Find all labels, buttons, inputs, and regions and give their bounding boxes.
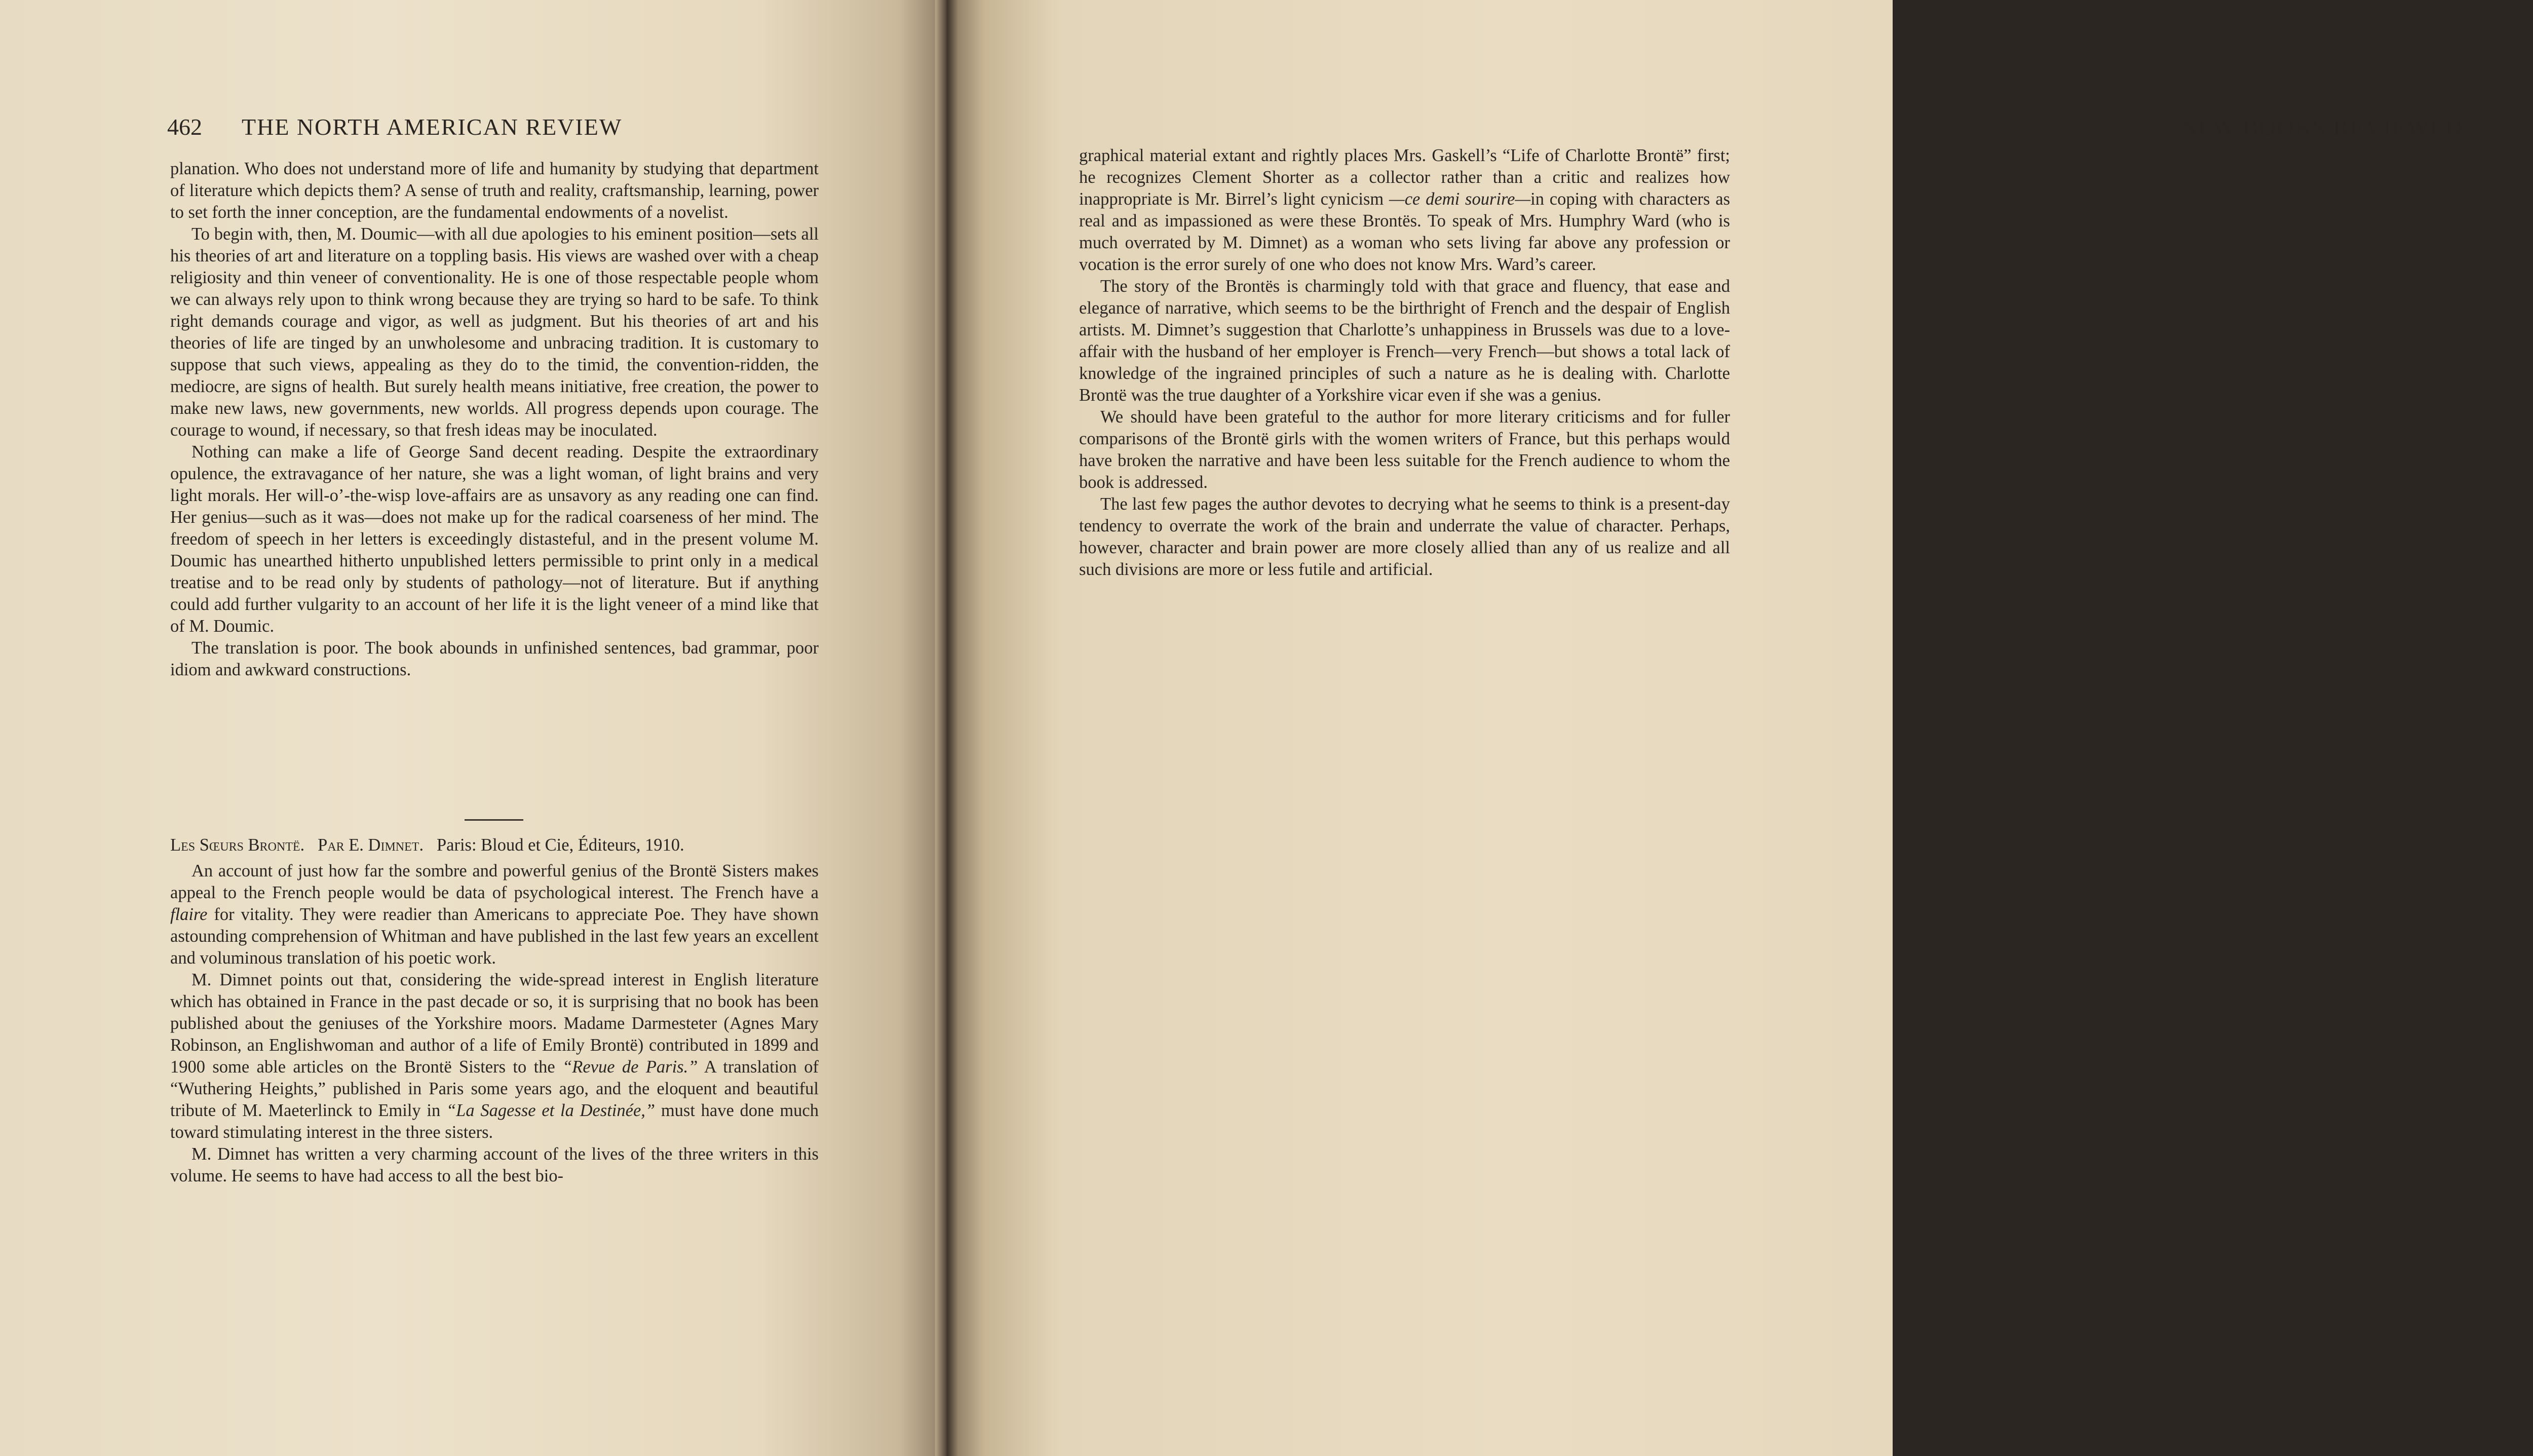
book-gutter bbox=[935, 0, 957, 1456]
paragraph: planation. Who does not understand more of life and humanity by studying that department of literature which depicts them? A sense of truth and reality, craftsmanship, learning, power to set forth the inner conception, are the fundamental endowments of a novelist. bbox=[170, 159, 819, 222]
review-heading bbox=[170, 834, 819, 856]
text-run: A translation of “Wuthering Heights,” published in Paris some years ago, and the eloquent and beautiful tribute of M. Maeterlinck to Emily in bbox=[170, 1057, 819, 1120]
left-page-number: 462 bbox=[167, 114, 202, 140]
paragraph bbox=[170, 860, 819, 969]
italic-text: “La Sagesse et la Destinée,” bbox=[446, 1101, 656, 1120]
italic-text: flaire bbox=[170, 905, 208, 924]
paragraph: M. Dimnet has written a very charming account of the lives of the three writers in this volume. He seems to have had access to all the best bio- bbox=[170, 1144, 819, 1185]
left-running-head bbox=[167, 113, 750, 140]
italic-text: —ce demi sourire— bbox=[1389, 189, 1531, 209]
paragraph: Nothing can make a life of George Sand decent reading. Despite the extraordinary opulence, the extravagance of her nature, she was a light woman, of light brains and very light morals. Her will-o’-the-wisp love-affairs are as unsavory as any reading one can find. Her genius—such as it was—does not make up for the radical coarseness of her mind. The freedom of speech in her letters is exceedingly distasteful, and in the present volume M. Doumic has unearthed hitherto unpublished letters permissible to print only in a medical treatise and to be read only by students of pathology—not of literature. But if anything could add further vulgarity to an account of her life it is the light veneer of a mind like that of M. Doumic. bbox=[170, 442, 819, 636]
text-run: in coping with characters as real and as impassioned as were these Brontës. To speak of Mrs. Humphry Ward (who is much overrated by M. Dimnet) as a woman who sets living far above any profession or vocation is the error surely of one who does not know Mrs. Ward’s career. bbox=[1079, 189, 1731, 274]
right-running-head bbox=[2180, 113, 2533, 140]
italic-text: “Revue de Paris.” bbox=[562, 1057, 698, 1077]
right-body-text bbox=[1079, 145, 1730, 581]
section-divider bbox=[465, 819, 523, 821]
text-run: must have done much toward stimulating interest in the three sisters. bbox=[170, 1101, 819, 1142]
review-section bbox=[170, 834, 819, 1187]
paragraph bbox=[170, 969, 819, 1143]
paragraph: The translation is poor. The book abounds in unfinished sentences, bad grammar, poor idiom and awkward constructions. bbox=[170, 638, 819, 679]
text-run: for vitality. They were readier than Americans to appreciate Poe. They have shown astounding comprehension of Whitman and have published in the last few years an excellent and voluminous translation of his poetic work. bbox=[170, 905, 819, 968]
left-body-text bbox=[170, 158, 819, 681]
paragraph: The story of the Brontës is charmingly told with that grace and fluency, that ease and elegance of narrative, which seems to be the birthright of French and the despair of English artists. M. Dimnet’s suggestion that Charlotte’s unhappiness in Brussels was due to a love-affair with the husband of her employer is French—very French—but shows a total lack of knowledge of the ingrained principles of such a nature as he is dealing with. Charlotte Brontë was the true daughter of a Yorkshire vicar even if she was a genius. bbox=[1079, 277, 1730, 405]
review-author: Par E. Dimnet. bbox=[318, 835, 424, 855]
right-running-title: NEW BOOKS REVIEWED bbox=[2180, 114, 2463, 140]
paragraph: To begin with, then, M. Doumic—with all due apologies to his eminent position—sets all his theories of art and literature on a toppling basis. His views are washed over with a cheap religiosity and thin veneer of conventionality. He is one of those respectable people whom we can always rely upon to think wrong because they are trying so hard to be safe. To think right demands courage and vigor, as well as judgment. But his theories of art and his theories of life are tinged by an unwholesome and unbracing tradition. It is customary to suppose that such views, appealing as they do to the timid, the convention-ridden, the mediocre, are signs of health. But surely health means initiative, free creation, the power to make new laws, new governments, new worlds. All progress depends upon courage. The courage to wound, if necessary, so that fresh ideas may be inoculated. bbox=[170, 224, 819, 440]
left-running-title: THE NORTH AMERICAN REVIEW bbox=[242, 114, 623, 140]
review-publisher: Paris: Bloud et Cie, Éditeurs, 1910. bbox=[436, 835, 684, 855]
text-run: graphical material extant and rightly places Mrs. Gaskell’s “Life of Charlotte Brontë” first; he recognizes Clement Shorter as a collector rather than a critic and realizes how inappropriate is Mr. Birrel’s light cynicism bbox=[1079, 146, 1730, 209]
paragraph: We should have been grateful to the author for more literary criticisms and for fuller comparisons of the Brontë girls with the women writers of France, but this perhaps would have broken the narrative and have been less suitable for the French audience to whom the book is addressed. bbox=[1079, 407, 1730, 492]
paragraph: The last few pages the author devotes to decrying what he seems to think is a present-day tendency to overrate the work of the brain and underrate the value of character. Perhaps, however, character and brain power are more closely allied than any of us realize and all such divisions are more or less futile and artificial. bbox=[1079, 494, 1730, 579]
paragraph bbox=[1079, 145, 1730, 276]
left-page bbox=[0, 0, 946, 1456]
text-run: M. Dimnet points out that, considering the wide-spread interest in English literature which has obtained in France in the past decade or so, it is surprising that no book has been published about the geniuses of the Yorkshire moors. Madame Darmesteter (Agnes Mary Robinson, an Englishwoman and author of a life of Emily Brontë) contributed in 1899 and 1900 some able articles on the Brontë Sisters to the bbox=[170, 970, 819, 1077]
text-run: An account of just how far the sombre and powerful genius of the Brontë Sisters makes appeal to the French people would be data of psychological interest. The French have a bbox=[170, 861, 819, 902]
review-title: Les Sœurs Brontë. bbox=[170, 835, 305, 855]
